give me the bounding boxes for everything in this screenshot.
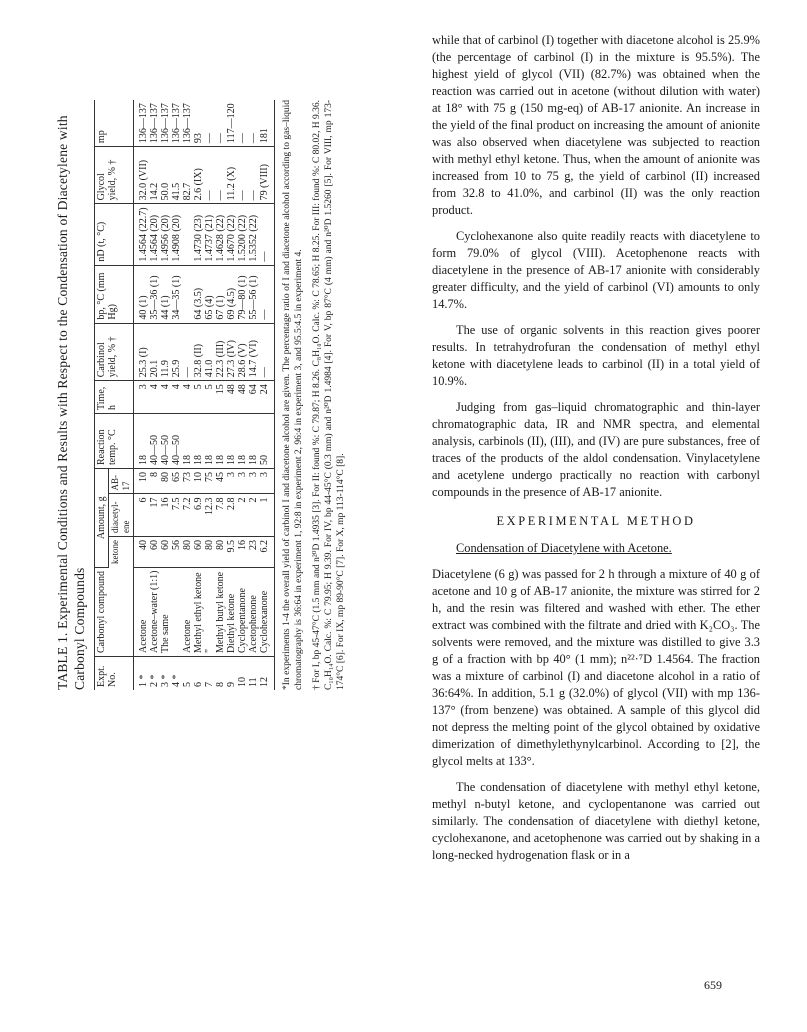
cell-compound: Acetone [134, 567, 150, 656]
cell-time: 5 [193, 381, 204, 414]
cell-ab17: 73 [182, 469, 193, 494]
rotated-table [52, 100, 402, 690]
cell-mp: 181 [259, 100, 275, 147]
table-row [193, 100, 204, 690]
cell-nd: — [259, 204, 275, 265]
cell-compound: " [204, 567, 215, 656]
cell-exp-no: 1 * [138, 674, 149, 687]
cell-carbinol-yield: 22.3 (III) [215, 323, 226, 381]
header-mp: mp [95, 100, 134, 147]
cell-glycol-yield: 79 (VIII) [259, 147, 275, 204]
cell-ab17: 3 [259, 469, 275, 494]
page-number: 659 [704, 978, 722, 992]
cell-carbinol-yield: 20.1 [149, 323, 160, 381]
cell-temp: 18 [237, 413, 248, 468]
cell-diacetylene: 2 [248, 494, 259, 537]
table-row [134, 100, 150, 690]
table-row [204, 100, 215, 690]
cell-bp: 40 (1) [134, 265, 150, 323]
cell-diacetylene: 7.8 [215, 494, 226, 537]
cell-ketone: 60 [149, 537, 160, 568]
cell-bp: 65 (4) [204, 265, 215, 323]
cell-exp-no: 2 * [149, 674, 160, 687]
table-row [259, 100, 275, 690]
cell-diacetylene: 17 [149, 494, 160, 537]
cell-nd: 1.4564 (20) [149, 204, 160, 265]
cell-nd: 1.4564 (22.7) [134, 204, 150, 265]
cell-carbinol-yield: 32.8 (II) [193, 323, 204, 381]
cell-time: 48 [226, 381, 237, 414]
cell-mp: — [237, 100, 248, 147]
cell-compound: Methyl ethyl ketone [193, 567, 204, 656]
header-reaction-temp: Reaction temp. °C [95, 413, 134, 468]
cell-carbinol-yield: 27.3 (IV) [226, 323, 237, 381]
cell-ketone: 60 [160, 537, 171, 568]
cell-time: 4 [160, 381, 171, 414]
cell-carbinol-yield: — [259, 323, 275, 381]
cell-time: 3 [134, 381, 150, 414]
cell-bp: 69 (4.5) [226, 265, 237, 323]
cell-nd: 1.4670 (22) [226, 204, 237, 265]
cell-diacetylene: 7.5 [171, 494, 182, 537]
cell-ketone: 80 [182, 537, 193, 568]
cell-ketone: 60 [193, 537, 204, 568]
cell-glycol-yield: — [204, 147, 215, 204]
header-carbonyl: Carbonyl compound [95, 567, 134, 656]
results-table [94, 100, 275, 690]
header-ab17: AB-17 [109, 469, 134, 494]
cell-glycol-yield: 2.6 (IX) [193, 147, 204, 204]
cell-carbinol-yield: 25.9 [171, 323, 182, 381]
table-body [134, 100, 275, 690]
table-row [226, 100, 237, 690]
cell-temp: 40—50 [160, 413, 171, 468]
cell-exp-no: 8 [215, 682, 226, 687]
cell-compound: Diethyl ketone [226, 567, 237, 656]
cell-compound: Acetone–water (1:1) [149, 567, 160, 656]
cell-ab17: 10 [134, 469, 150, 494]
cell-ab17: 3 [237, 469, 248, 494]
cell-temp: 18 [226, 413, 237, 468]
cell-diacetylene: 2 [237, 494, 248, 537]
cell-time: 48 [237, 381, 248, 414]
header-carbinol-yield: Carbinol yield, % † [95, 323, 134, 381]
table-region [52, 100, 402, 690]
cell-ab17: 75 [204, 469, 215, 494]
cell-bp: 67 (1) [215, 265, 226, 323]
cell-exp-no: 12 [259, 656, 275, 690]
table-row [237, 100, 248, 690]
cell-temp: 18 [134, 413, 150, 468]
cell-mp: 136—137 [160, 100, 171, 147]
cell-compound: The same [160, 567, 171, 656]
header-ketone: ketone [109, 537, 134, 568]
cell-temp: 18 [248, 413, 259, 468]
subsection-heading [432, 540, 760, 557]
cell-bp: 35—36 (1) [149, 265, 160, 323]
cell-bp: 44 (1) [160, 265, 171, 323]
header-glycol-yield: Glycol yield, % † [95, 147, 134, 204]
cell-bp: 55—56 (1) [248, 265, 259, 323]
cell-nd: 1.4730 (23) [193, 204, 204, 265]
cell-glycol-yield: — [215, 147, 226, 204]
cell-exp-no: 5 [182, 682, 193, 687]
paragraph-1: while that of carbinol (I) together with diacetone alcohol is 25.9% (the percentage of carbinol (I) in the mixture is 95.5%). The highest yield of glycol (VII) (82.7%) was obtained when the reaction was carried out in acetone (without dilution with water) at 18° with 75 g (150 mg-eq) of AB-17 anionite. An increase in the yield of the final product on increasing the amount of anionite was also observed when diacetylene was subjected to reaction with methyl ethyl ketone. Thus, when the amount of anionite was increased from 10 to 75 g, the yield of carbinol (II) increased from 32.8 to 41.0%, and carbinol (II) was the only reaction product. [432, 33, 760, 217]
cell-compound [171, 567, 182, 656]
cell-temp: 18 [182, 413, 193, 468]
cell-carbinol-yield: 25.3 (I) [134, 323, 150, 381]
paragraph-4: Judging from gas–liquid chromatographic and thin-layer chromatographic data, IR and NMR spectra, and elemental analysis, carbinols (II), (III), and (IV) are pure substances, free of traces of the products of the aldol condensation. Vinylacetylene and acetylene undergo practically no reaction with carbonyl compounds in the presence of AB-17 anionite. [432, 400, 760, 499]
section-heading: EXPERIMENTAL METHOD [496, 514, 696, 528]
cell-ab17: 8 [149, 469, 160, 494]
cell-bp: 64 (3.5) [193, 265, 204, 323]
cell-glycol-yield: 14.2 [149, 147, 160, 204]
cell-mp: — [248, 100, 259, 147]
cell-exp-no: 4 * [171, 674, 182, 687]
header-exp-no: Expt. No. [95, 656, 134, 690]
cell-mp: — [204, 100, 215, 147]
cell-bp [182, 265, 193, 323]
cell-carbinol-yield: 11.9 [160, 323, 171, 381]
cell-mp: 93 [193, 100, 204, 147]
cell-ab17: 10 [193, 469, 204, 494]
cell-diacetylene: 12.3 [204, 494, 215, 537]
cell-time: 4 [171, 381, 182, 414]
cell-diacetylene: 1 [259, 494, 275, 537]
cell-mp: 136—137 [149, 100, 160, 147]
cell-glycol-yield: 41.5 [171, 147, 182, 204]
cell-ketone: 80 [215, 537, 226, 568]
cell-ab17: 45 [215, 469, 226, 494]
cell-ab17: 65 [171, 469, 182, 494]
cell-nd: 1.5200 (22) [237, 204, 248, 265]
table-footnote-1: *In experiments 1-4 the overall yield of carbinol I and diacetone alcohol are given. The percentage ratio of I and diacetone alcohol according to gas–liquid chromatography is 36:64 in experiment 1, 92:8 in experiment 2, 96:4 in experiment 3, and 95.5:4.5 in experiment 4. [282, 100, 304, 690]
header-amount: Amount, g [95, 469, 109, 568]
cell-time: 15 [215, 381, 226, 414]
table-row [248, 100, 259, 690]
cell-glycol-yield: 32.0 (VII) [134, 147, 150, 204]
subsection-heading-text: Condensation of Diacetylene with Acetone. [456, 541, 672, 555]
cell-mp: 136—137 [134, 100, 150, 147]
cell-ketone: 16 [237, 537, 248, 568]
cell-temp: 18 [215, 413, 226, 468]
cell-glycol-yield: — [248, 147, 259, 204]
cell-time: 4 [149, 381, 160, 414]
cell-ketone: 56 [171, 537, 182, 568]
cell-time: 24 [259, 381, 275, 414]
cell-bp: — [259, 265, 275, 323]
cell-glycol-yield: 82.7 [182, 147, 193, 204]
paragraph-5: Diacetylene (6 g) was passed for 2 h through a mixture of 40 g of acetone and 10 g of AB-17 anionite, the mixture was stirred for 2 h, and the resin was filtered and washed with ether. The ether extract was combined with the filtrate and dried with K₂CO₃. The solvents were removed, and the mixture was distilled to give 3.3 g of a fraction with bp 40° (1 mm); n²²·⁷D 1.4564. The fraction was a mixture of carbinol (I) and diacetone alcohol in a ratio of 36:64%. In addition, 5.1 g (32.0%) of glycol (VII) with mp 136-137° (from benzene) was obtained. A sample of this glycol did not depress the melting point of the glycol obtained by oxidative dimerization of dimethylethynylcarbinol. According to [2], the glycol melts at 133°. [432, 567, 760, 768]
cell-temp: 40—50 [149, 413, 160, 468]
cell-time: 4 [182, 381, 193, 414]
header-bp: bp, °C (mm Hg) [95, 265, 134, 323]
cell-diacetylene: 16 [160, 494, 171, 537]
cell-ab17: 3 [248, 469, 259, 494]
cell-ketone: 6.2 [259, 537, 275, 568]
cell-ab17: 3 [226, 469, 237, 494]
table-row [171, 100, 182, 690]
cell-ketone: 23 [248, 537, 259, 568]
cell-exp-no: 6 [193, 682, 204, 687]
cell-ab17: 80 [160, 469, 171, 494]
cell-ketone: 80 [204, 537, 215, 568]
cell-temp: 18 [204, 413, 215, 468]
cell-carbinol-yield: 41.0 [204, 323, 215, 381]
cell-ketone: 40 [134, 537, 150, 568]
cell-compound: Acetophenone [248, 567, 259, 656]
paragraph-6: The condensation of diacetylene with methyl ethyl ketone, methyl n-butyl ketone, and cyclopentanone was carried out similarly. The condensation of diacetylene with diethyl ketone, cyclohexanone, and acetophenone was carried out by shaking in a long-necked hydrogenation flask or in a [432, 780, 760, 862]
cell-temp: 50 [259, 413, 275, 468]
cell-time: 64 [248, 381, 259, 414]
cell-nd: 1.5352 (22) [248, 204, 259, 265]
header-time: Time, h [95, 381, 134, 414]
table-caption: TABLE 1. Experimental Conditions and Results with Respect to the Condensation of Diacetylene with Carbonyl Compounds [55, 115, 87, 690]
cell-nd: 1.4956 (20) [160, 204, 171, 265]
cell-nd: 1.4628 (22) [215, 204, 226, 265]
cell-exp-no: 11 [248, 677, 259, 687]
cell-nd: 1.4737 (21) [204, 204, 215, 265]
cell-compound: Acetone [182, 567, 193, 656]
cell-mp: 136—137 [182, 100, 193, 147]
cell-exp-no: 7 [204, 682, 215, 687]
table-row [160, 100, 171, 690]
cell-exp-no: 10 [237, 677, 248, 687]
cell-nd: 1.4908 (20) [171, 204, 182, 265]
cell-carbinol-yield: 14.7 (VI) [248, 323, 259, 381]
cell-time: 5 [204, 381, 215, 414]
table-row [149, 100, 160, 690]
cell-mp: 117—120 [226, 100, 237, 147]
cell-compound: Cyclohexanone [259, 567, 275, 656]
cell-exp-no: 3 * [160, 674, 171, 687]
header-diacetylene: diacetyl-ene [109, 494, 134, 537]
cell-glycol-yield: 50.0 [160, 147, 171, 204]
cell-mp: 136—137 [171, 100, 182, 147]
cell-bp: 79—80 (1) [237, 265, 248, 323]
cell-temp: 18 [193, 413, 204, 468]
paragraph-3: The use of organic solvents in this reaction gives poorer results. In tetrahydrofuran the condensation of methyl ethyl ketone with diacetylene leads to carbinol (II) in a total yield of 10.9%. [432, 323, 760, 388]
cell-mp: — [215, 100, 226, 147]
cell-compound: Methyl butyl ketone [215, 567, 226, 656]
cell-ketone: 9.5 [226, 537, 237, 568]
cell-bp: 34—35 (1) [171, 265, 182, 323]
cell-carbinol-yield: 28.6 (V) [237, 323, 248, 381]
cell-glycol-yield: 11.2 (X) [226, 147, 237, 204]
table-row [215, 100, 226, 690]
cell-diacetylene: 6 [134, 494, 150, 537]
cell-nd [182, 204, 193, 265]
cell-temp: 40—50 [171, 413, 182, 468]
cell-exp-no: 9 [226, 682, 237, 687]
paragraph-2: Cyclohexanone also quite readily reacts with diacetylene to form 79.0% of glycol (VIII). Acetophenone reacts with diacetylene in the presence of AB-17 anionite with considerably greater difficulty, and the yield of carbinol (VI) amounts to only 14.7%. [432, 229, 760, 311]
cell-diacetylene: 6.9 [193, 494, 204, 537]
cell-compound: Cyclopentanone [237, 567, 248, 656]
cell-diacetylene: 7.2 [182, 494, 193, 537]
cell-carbinol-yield: — [182, 323, 193, 381]
cell-glycol-yield: — [237, 147, 248, 204]
table-row [182, 100, 193, 690]
text-column [432, 32, 760, 873]
cell-diacetylene: 2.8 [226, 494, 237, 537]
table-footnote-2: † For I, bp 45-47°C (1.5 mm and n²⁰D 1.4935 [3]. For II: found %: C 79.87; H 8.26. C₈H₁₀O. Calc. %: C 78.65; H 8.25. For III: found %: C 80.02, H 9.36. C₁₀H₁₄O. Calc. %: C 79.95; H 9.39. For IV, bp 44-45°C (0.3 mm) and n²⁰D 1.4984 [4]. For V, bp 87°C (4 mm) and n²⁰D 1.5260 [5]. For VIII, mp 173-174°C [6]. For IX, mp 89-90°C [7]. For X, mp 113-114°C [8]. [312, 100, 346, 690]
header-nd: nD (t, °C) [95, 204, 134, 265]
